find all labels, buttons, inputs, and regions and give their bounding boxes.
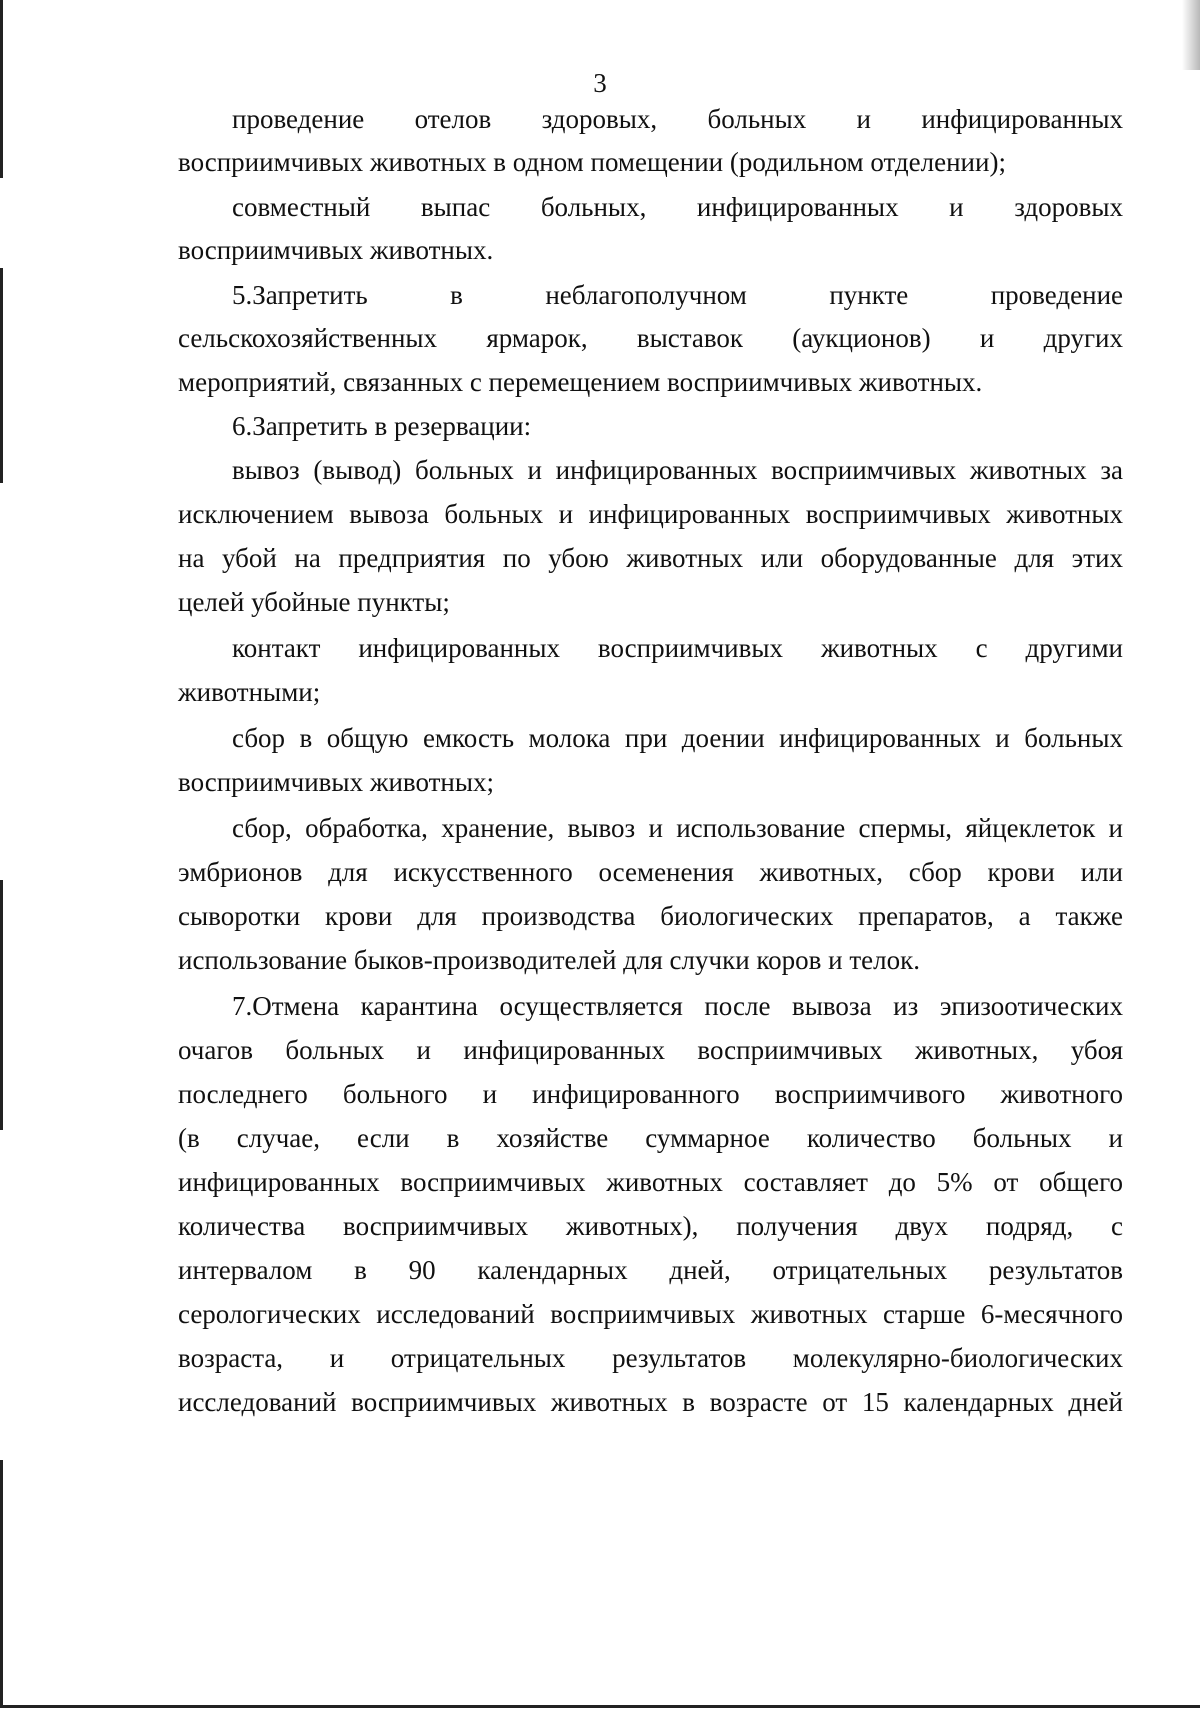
text-line: (в случае, если в хозяйстве суммарное количество больных и <box>178 1123 1123 1153</box>
text-line: 6.Запретить в резервации: <box>232 411 532 441</box>
text-line: сыворотки крови для производства биологических препаратов, а также <box>178 901 1123 931</box>
text-line: животными; <box>178 677 321 707</box>
text-line: сбор в общую емкость молока при доении инфицированных и больных <box>232 723 1123 753</box>
text-line: инфицированных восприимчивых животных составляет до 5% от общего <box>178 1167 1123 1197</box>
text-line: возраста, и отрицательных результатов молекулярно-биологических <box>178 1343 1123 1373</box>
text-line: вывоз (вывод) больных и инфицированных восприимчивых животных за <box>232 455 1123 485</box>
text-line: 5.Запретить в неблагополучном пункте проведение <box>232 280 1123 310</box>
text-line: количества восприимчивых животных), получения двух подряд, с <box>178 1211 1123 1241</box>
text-line: на убой на предприятия по убою животных или оборудованные для этих <box>178 543 1123 573</box>
scan-edge-mark <box>0 880 3 1130</box>
text-line: сбор, обработка, хранение, вывоз и использование спермы, яйцеклеток и <box>232 813 1123 843</box>
text-line: эмбрионов для искусственного осеменения животных, сбор крови или <box>178 857 1123 887</box>
text-line: восприимчивых животных; <box>178 767 495 797</box>
text-line: целей убойные пункты; <box>178 587 450 617</box>
text-line: использование быков-производителей для случки коров и телок. <box>178 945 920 975</box>
text-line: последнего больного и инфицированного восприимчивого животного <box>178 1079 1123 1109</box>
text-line: совместный выпас больных, инфицированных и здоровых <box>232 192 1123 222</box>
text-line: восприимчивых животных в одном помещении (родильном отделении); <box>178 147 1006 177</box>
text-line: серологических исследований восприимчивых животных старше 6-месячного <box>178 1299 1123 1329</box>
scan-edge-mark <box>0 268 3 483</box>
text-line: проведение отелов здоровых, больных и инфицированных <box>232 104 1123 134</box>
text-line: мероприятий, связанных с перемещением восприимчивых животных. <box>178 367 983 397</box>
text-line: очагов больных и инфицированных восприимчивых животных, убоя <box>178 1035 1123 1065</box>
page-number: 3 <box>593 68 607 98</box>
text-line: исключением вывоза больных и инфицированных восприимчивых животных <box>178 499 1123 529</box>
text-line: исследований восприимчивых животных в возрасте от 15 календарных дней <box>178 1387 1123 1417</box>
scan-bottom-edge <box>0 1705 1200 1708</box>
text-line: интервалом в 90 календарных дней, отрицательных результатов <box>178 1255 1123 1285</box>
scan-edge-mark <box>0 1460 3 1705</box>
text-line: 7.Отмена карантина осуществляется после вывоза из эпизоотических <box>232 991 1123 1021</box>
scan-shadow <box>1182 0 1200 70</box>
text-line: контакт инфицированных восприимчивых животных с другими <box>232 633 1123 663</box>
text-line: сельскохозяйственных ярмарок, выставок (аукционов) и других <box>178 323 1123 353</box>
text-line: восприимчивых животных. <box>178 235 494 265</box>
